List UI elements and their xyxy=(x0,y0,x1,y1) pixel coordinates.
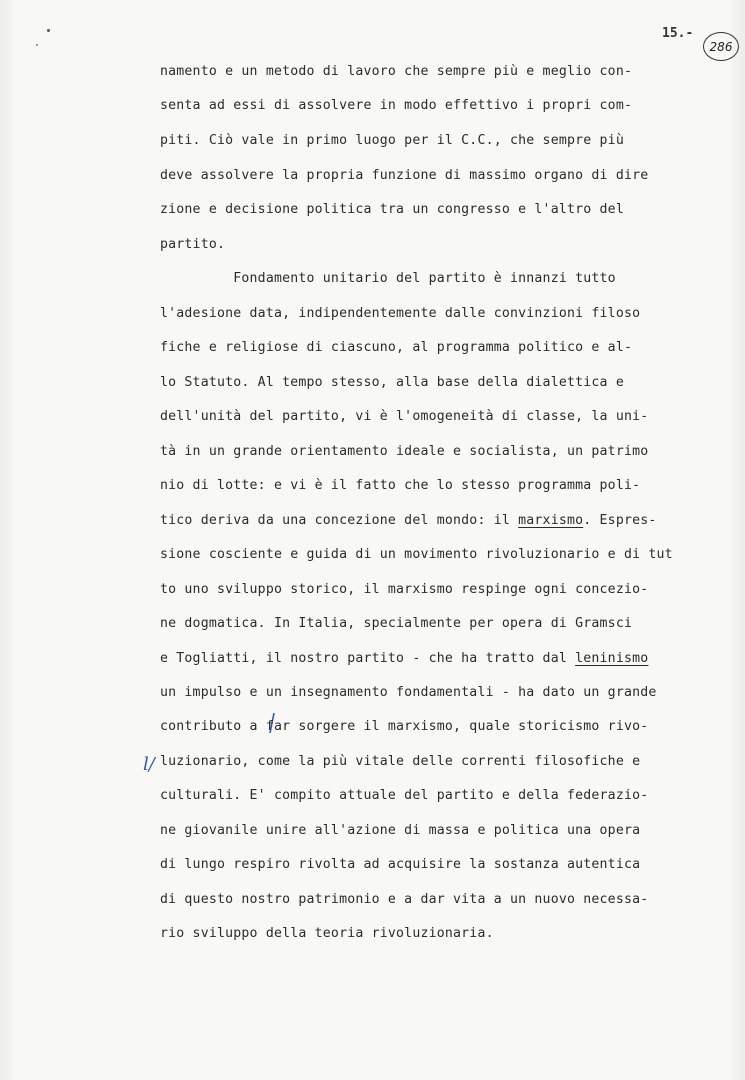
text-line: to uno sviluppo storico, il marxismo respinge ogni concezio- xyxy=(160,582,649,597)
text-line: ne giovanile unire all'azione di massa e politica una opera xyxy=(160,823,641,838)
archive-stamp: 286 xyxy=(703,32,739,61)
text-line: partito. xyxy=(160,237,226,252)
page-number: 15.- xyxy=(662,26,694,41)
text-line: di questo nostro patrimonio e a dar vita a un nuovo necessa- xyxy=(160,892,649,907)
text-line: zione e decisione politica tra un congresso e l'altro del xyxy=(160,202,624,217)
text-line: piti. Ciò vale in primo luogo per il C.C., che sempre più xyxy=(160,133,624,148)
text-line: nio di lotte: e vi è il fatto che lo stesso programma poli- xyxy=(160,478,641,493)
margin-correction-mark: l/ xyxy=(143,754,155,775)
text-line: senta ad essi di assolvere in modo effettivo i propri com- xyxy=(160,98,633,113)
text-line: sione cosciente e guida di un movimento rivoluzionario e di tut xyxy=(160,547,673,562)
text-line: tà in un grande orientamento ideale e socialista, un patrimo xyxy=(160,444,649,459)
text-line: contributo a far sorgere il marxismo, quale storicismo rivo- xyxy=(160,719,649,734)
text-line: rio sviluppo della teoria rivoluzionaria. xyxy=(160,926,494,941)
text-line: di lungo respiro rivolta ad acquisire la sostanza autentica xyxy=(160,857,641,872)
text-line: lo Statuto. Al tempo stesso, alla base della dialettica e xyxy=(160,375,624,390)
text-line: tico deriva da una concezione del mondo: il marxismo. Espres- xyxy=(160,513,657,528)
text-line: deve assolvere la propria funzione di massimo organo di dire xyxy=(160,168,649,183)
scan-speck xyxy=(47,29,50,32)
text-line: fiche e religiose di ciascuno, al programma politico e al- xyxy=(160,340,633,355)
text-line: luzionario, come la più vitale delle correnti filosofiche e xyxy=(160,754,641,769)
scan-speck xyxy=(36,44,38,46)
text-line: e Togliatti, il nostro partito - che ha tratto dal leninismo xyxy=(160,651,649,666)
text-line: l'adesione data, indipendentemente dalle convinzioni filoso xyxy=(160,306,641,321)
text-line: Fondamento unitario del partito è innanzi tutto xyxy=(160,271,616,286)
text-line: culturali. E' compito attuale del partito e della federazio- xyxy=(160,788,649,803)
text-line: namento e un metodo di lavoro che sempre più e meglio con- xyxy=(160,64,633,79)
text-line: dell'unità del partito, vi è l'omogeneità di classe, la uni- xyxy=(160,409,649,424)
text-line: ne dogmatica. In Italia, specialmente per opera di Gramsci xyxy=(160,616,633,631)
text-line: un impulso e un insegnamento fondamentali - ha dato un grande xyxy=(160,685,657,700)
